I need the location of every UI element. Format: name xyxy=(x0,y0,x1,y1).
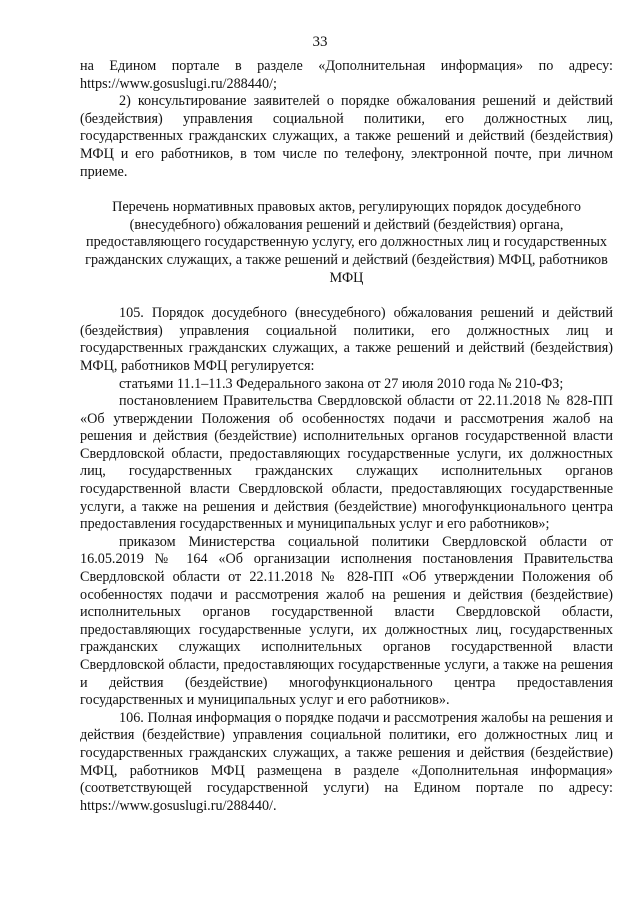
paragraph-federal-law: статьями 11.1–11.3 Федерального закона от 27 июля 2010 года № 210-ФЗ; xyxy=(119,375,564,392)
document-body xyxy=(80,58,613,815)
page-number: 33 xyxy=(312,34,328,50)
paragraph-portal-address: на Едином портале в разделе «Дополнительная информация» по адресу: https://www.gosuslugi.ru/288440/; xyxy=(80,58,613,92)
paragraph-government-resolution: постановлением Правительства Свердловской области от 22.11.2018 № 828-ПП «Об утверждении Положения об особенностях подачи и рассмотрения жалоб на решения и действия (бездействие) исполнительных органов государственной власти Свердловской области, предоставляющих государственные услуги, их должностных лиц, государственных гражданских служащих исполнительных органов государственной власти Свердловской области, предоставляющих государственные услуги, а также на решения и действия (бездействие) многофункционального центра предоставления государственных и муниципальных услуг и его работников»; xyxy=(80,393,613,533)
paragraph-105: 105. Порядок досудебного (внесудебного) обжалования решений и действий (бездействия) управления социальной политики, его должностных лиц и государственных гражданских служащих, а также решений и действий (бездействия) МФЦ, работников МФЦ регулируется: xyxy=(80,305,613,374)
section-heading: Перечень нормативных правовых актов, регулирующих порядок досудебного (внесудебного) обжалования решений и действий (бездействия) органа, предоставляющего государственную услугу, его должностных лиц и государственных гражданских служащих, а также решений и действий (бездействия) МФЦ, работников МФЦ xyxy=(85,199,608,286)
paragraph-106: 106. Полная информация о порядке подачи и рассмотрения жалобы на решения и действия (бездействие) управления социальной политики, его должностных лиц и государственных гражданских служащих, а также решения и действия (бездействие) МФЦ, работников МФЦ размещена в разделе «Дополнительная информация» (соответствующей государственной услуги) на Едином портале по адресу: https://www.gosuslugi.ru/288440/. xyxy=(80,709,613,814)
paragraph-ministry-order: приказом Министерства социальной политики Свердловской области от 16.05.2019 № 164 «Об организации исполнения постановления Правительства Свердловской области от 22.11.2018 № 828-ПП «Об утверждении Положения об особенностях подачи и рассмотрения жалоб на решения и действия (бездействие) исполнительных органов государственной власти Свердловской области, предоставляющих государственные услуги, их должностных лиц, государственных гражданских служащих исполнительных органов государственной власти Свердловской области, предоставляющих государственные услуги, а также на решения и действия (бездействие) многофункционального центра предоставления государственных и муниципальных услуг и его работников». xyxy=(80,533,613,709)
paragraph-consultation: 2) консультирование заявителей о порядке обжалования решений и действий (бездействия) управления социальной политики, его должностных лиц, государственных гражданских служащих, а также решений и действий (бездействия) МФЦ и его работников, в том числе по телефону, электронной почте, при личном приеме. xyxy=(80,93,613,180)
